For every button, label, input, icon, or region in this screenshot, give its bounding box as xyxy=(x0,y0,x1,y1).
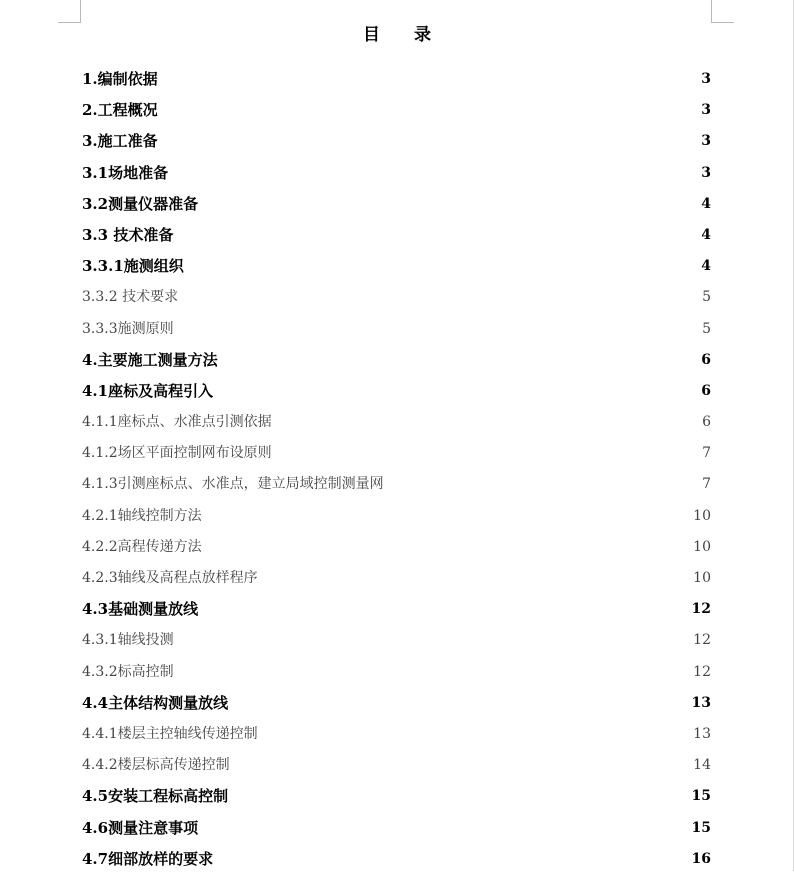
toc-entry-title: 3.3.3施测原则 xyxy=(82,320,174,337)
toc-entry-page: 10 xyxy=(693,538,711,555)
toc-list xyxy=(82,64,711,875)
toc-entry-title: 4.3.1轴线投测 xyxy=(82,632,174,649)
toc-entry[interactable] xyxy=(82,314,711,345)
toc-entry-title: 4.4.2楼层标高传递控制 xyxy=(82,757,230,774)
toc-entry-page: 13 xyxy=(693,725,711,742)
toc-entry[interactable] xyxy=(82,688,711,719)
toc-entry-title: 4.1.3引测座标点、水准点，建立局域控制测量网 xyxy=(82,476,384,493)
toc-entry-title: 4.3.2标高控制 xyxy=(82,663,174,680)
toc-entry[interactable] xyxy=(82,64,711,95)
toc-entry-page: 4 xyxy=(701,226,711,243)
toc-entry[interactable] xyxy=(82,376,711,407)
toc-entry[interactable] xyxy=(82,625,711,656)
toc-entry-page: 10 xyxy=(693,570,711,586)
toc-entry-page: 16 xyxy=(691,850,711,867)
toc-entry-page: 3 xyxy=(701,164,711,181)
toc-entry-page: 5 xyxy=(702,320,711,337)
toc-entry-title: 4.2.3轴线及高程点放样程序 xyxy=(82,570,258,586)
toc-entry-page: 4 xyxy=(701,195,711,212)
toc-entry[interactable] xyxy=(82,750,711,781)
toc-entry-title: 4.4主体结构测量放线 xyxy=(82,693,229,712)
toc-entry[interactable] xyxy=(82,532,711,563)
toc-entry-page: 3 xyxy=(701,133,711,150)
toc-entry-page: 6 xyxy=(701,382,711,399)
toc-entry-page: 15 xyxy=(691,819,711,836)
toc-entry[interactable] xyxy=(82,158,711,189)
toc-entry[interactable] xyxy=(82,251,711,282)
toc-entry-title: 1.编制依据 xyxy=(82,70,158,88)
toc-entry[interactable] xyxy=(82,220,711,251)
toc-entry-title: 3.2测量仪器准备 xyxy=(82,194,199,213)
toc-entry-page: 12 xyxy=(693,632,711,649)
toc-entry[interactable] xyxy=(82,95,711,126)
toc-entry-page: 15 xyxy=(691,788,711,805)
toc-entry-title: 3.3.2 技术要求 xyxy=(82,289,179,306)
toc-entry-page: 10 xyxy=(693,507,711,524)
toc-entry-title: 3.施工准备 xyxy=(82,132,158,151)
toc-title: 目 录 xyxy=(363,25,445,45)
toc-entry-title: 4.5安装工程标高控制 xyxy=(82,787,229,806)
toc-entry[interactable] xyxy=(82,282,711,313)
toc-entry[interactable] xyxy=(82,189,711,220)
toc-entry[interactable] xyxy=(82,469,711,500)
toc-entry-page: 12 xyxy=(691,601,711,618)
toc-entry-title: 4.1.2场区平面控制网布设原则 xyxy=(82,445,272,462)
toc-entry-title: 2.工程概况 xyxy=(82,101,158,120)
toc-entry-page: 13 xyxy=(691,694,711,711)
toc-entry-title: 4.4.1楼层主控轴线传递控制 xyxy=(82,725,258,742)
toc-entry-page: 6 xyxy=(702,414,711,431)
toc-entry-page: 7 xyxy=(702,476,711,493)
toc-entry[interactable] xyxy=(82,563,711,594)
toc-entry-page: 5 xyxy=(702,289,711,306)
toc-entry[interactable] xyxy=(82,719,711,750)
toc-entry[interactable] xyxy=(82,844,711,875)
toc-entry-page: 3 xyxy=(701,71,711,87)
toc-entry-title: 4.6测量注意事项 xyxy=(82,818,199,837)
toc-entry[interactable] xyxy=(82,407,711,438)
toc-entry-page: 4 xyxy=(701,258,711,275)
toc-entry[interactable] xyxy=(82,781,711,812)
toc-entry-title: 3.3.1施测组织 xyxy=(82,257,184,276)
toc-entry-title: 3.1场地准备 xyxy=(82,163,169,182)
toc-entry-title: 4.主要施工测量方法 xyxy=(82,350,218,369)
toc-entry-page: 14 xyxy=(693,757,711,774)
toc-entry-title: 4.1座标及高程引入 xyxy=(82,381,214,400)
toc-entry-title: 4.2.1轴线控制方法 xyxy=(82,507,202,524)
toc-entry-title: 4.3基础测量放线 xyxy=(82,600,199,619)
toc-entry-page: 7 xyxy=(702,445,711,462)
toc-entry[interactable] xyxy=(82,813,711,844)
toc-entry-page: 6 xyxy=(701,351,711,368)
toc-entry-title: 4.7细部放样的要求 xyxy=(82,849,214,868)
toc-entry[interactable] xyxy=(82,594,711,625)
toc-entry[interactable] xyxy=(82,657,711,688)
toc-entry-page: 12 xyxy=(693,663,711,680)
toc-entry-title: 4.2.2高程传递方法 xyxy=(82,538,202,555)
toc-entry[interactable] xyxy=(82,126,711,157)
toc-entry-title: 4.1.1座标点、水准点引测依据 xyxy=(82,414,272,431)
toc-entry-title: 3.3 技术准备 xyxy=(82,225,174,244)
toc-entry[interactable] xyxy=(82,501,711,532)
toc-entry[interactable] xyxy=(82,438,711,469)
toc-entry[interactable] xyxy=(82,345,711,376)
toc-entry-page: 3 xyxy=(701,102,711,119)
